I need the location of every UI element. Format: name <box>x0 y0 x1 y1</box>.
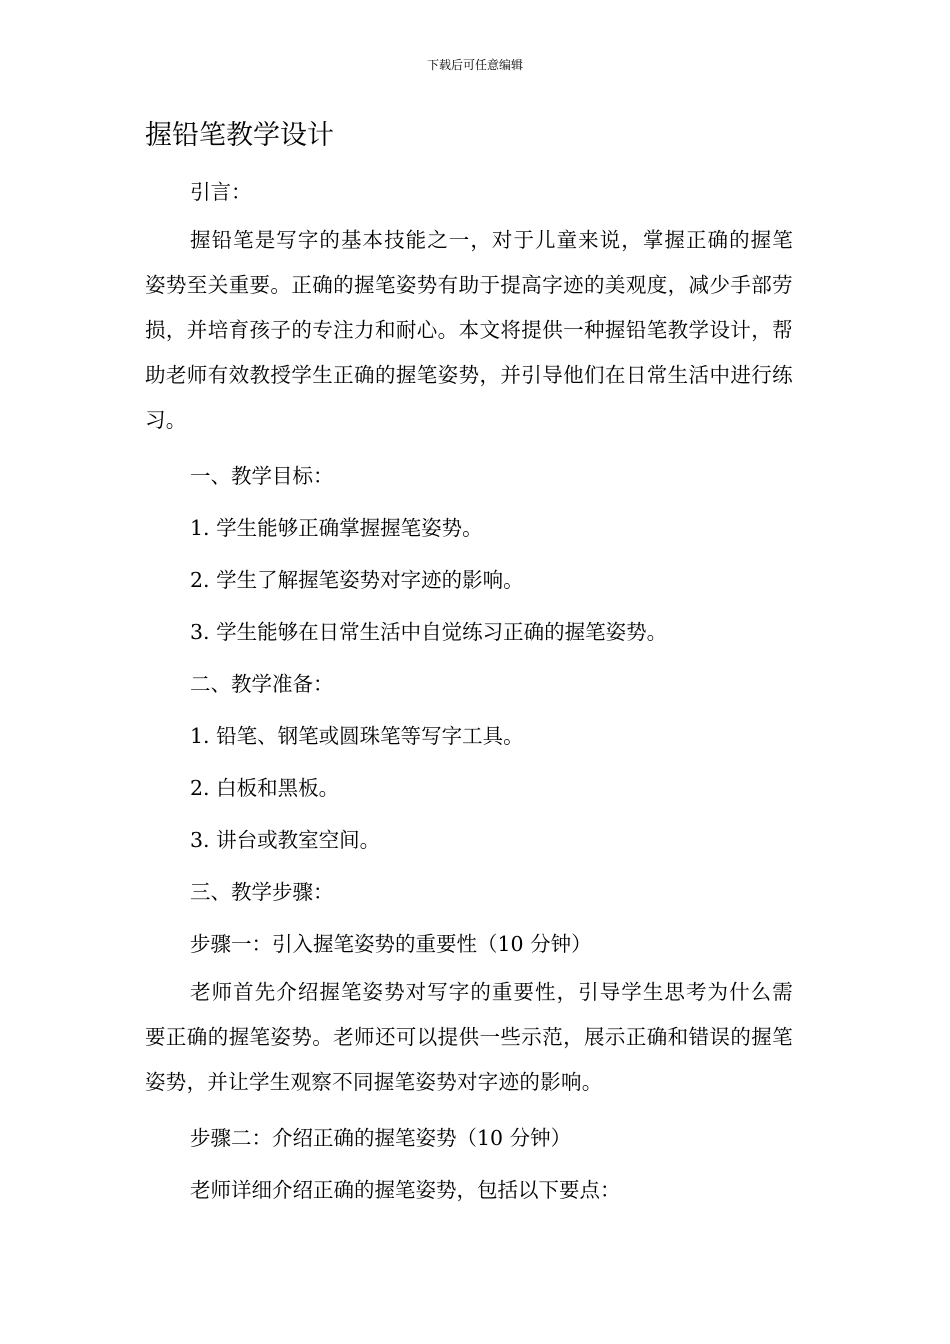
section-heading-goals: 一、教学目标： <box>190 464 334 488</box>
step2-paragraph: 老师详细介绍正确的握笔姿势，包括以下要点： <box>190 1178 621 1202</box>
list-item: 1. 铅笔、钢笔或圆珠笔等写字工具。 <box>190 724 524 748</box>
step1-paragraph: 老师首先介绍握笔姿势对写字的重要性，引导学生思考为什么需要正确的握笔姿势。老师还可以提供一些示范，展示正确和错误的握笔姿势，并让学生观察不同握笔姿势对字迹的影响。 <box>145 980 793 1094</box>
list-item: 1. 学生能够正确掌握握笔姿势。 <box>190 516 483 540</box>
page-header: 下载后可任意编辑 <box>426 58 523 72</box>
list-item: 3. 讲台或教室空间。 <box>190 828 381 852</box>
document-body <box>145 166 793 1216</box>
section-heading-steps: 三、教学步骤： <box>190 880 334 904</box>
document-title: 握铅笔教学设计 <box>145 120 334 151</box>
section-heading-preparation: 二、教学准备： <box>190 672 334 696</box>
step2-heading: 步骤二：介绍正确的握笔姿势（10 分钟） <box>190 1126 572 1150</box>
step1-heading: 步骤一：引入握笔姿势的重要性（10 分钟） <box>190 932 592 956</box>
intro-label: 引言： <box>190 180 252 204</box>
list-item: 3. 学生能够在日常生活中自觉练习正确的握笔姿势。 <box>190 620 668 644</box>
intro-paragraph: 握铅笔是写字的基本技能之一，对于儿童来说，掌握正确的握笔姿势至关重要。正确的握笔姿势有助于提高字迹的美观度，减少手部劳损，并培育孩子的专注力和耐心。本文将提供一种握铅笔教学设计，帮助老师有效教授学生正确的握笔姿势，并引导他们在日常生活中进行练习。 <box>145 228 793 432</box>
list-item: 2. 白板和黑板。 <box>190 776 340 800</box>
list-item: 2. 学生了解握笔姿势对字迹的影响。 <box>190 568 524 592</box>
